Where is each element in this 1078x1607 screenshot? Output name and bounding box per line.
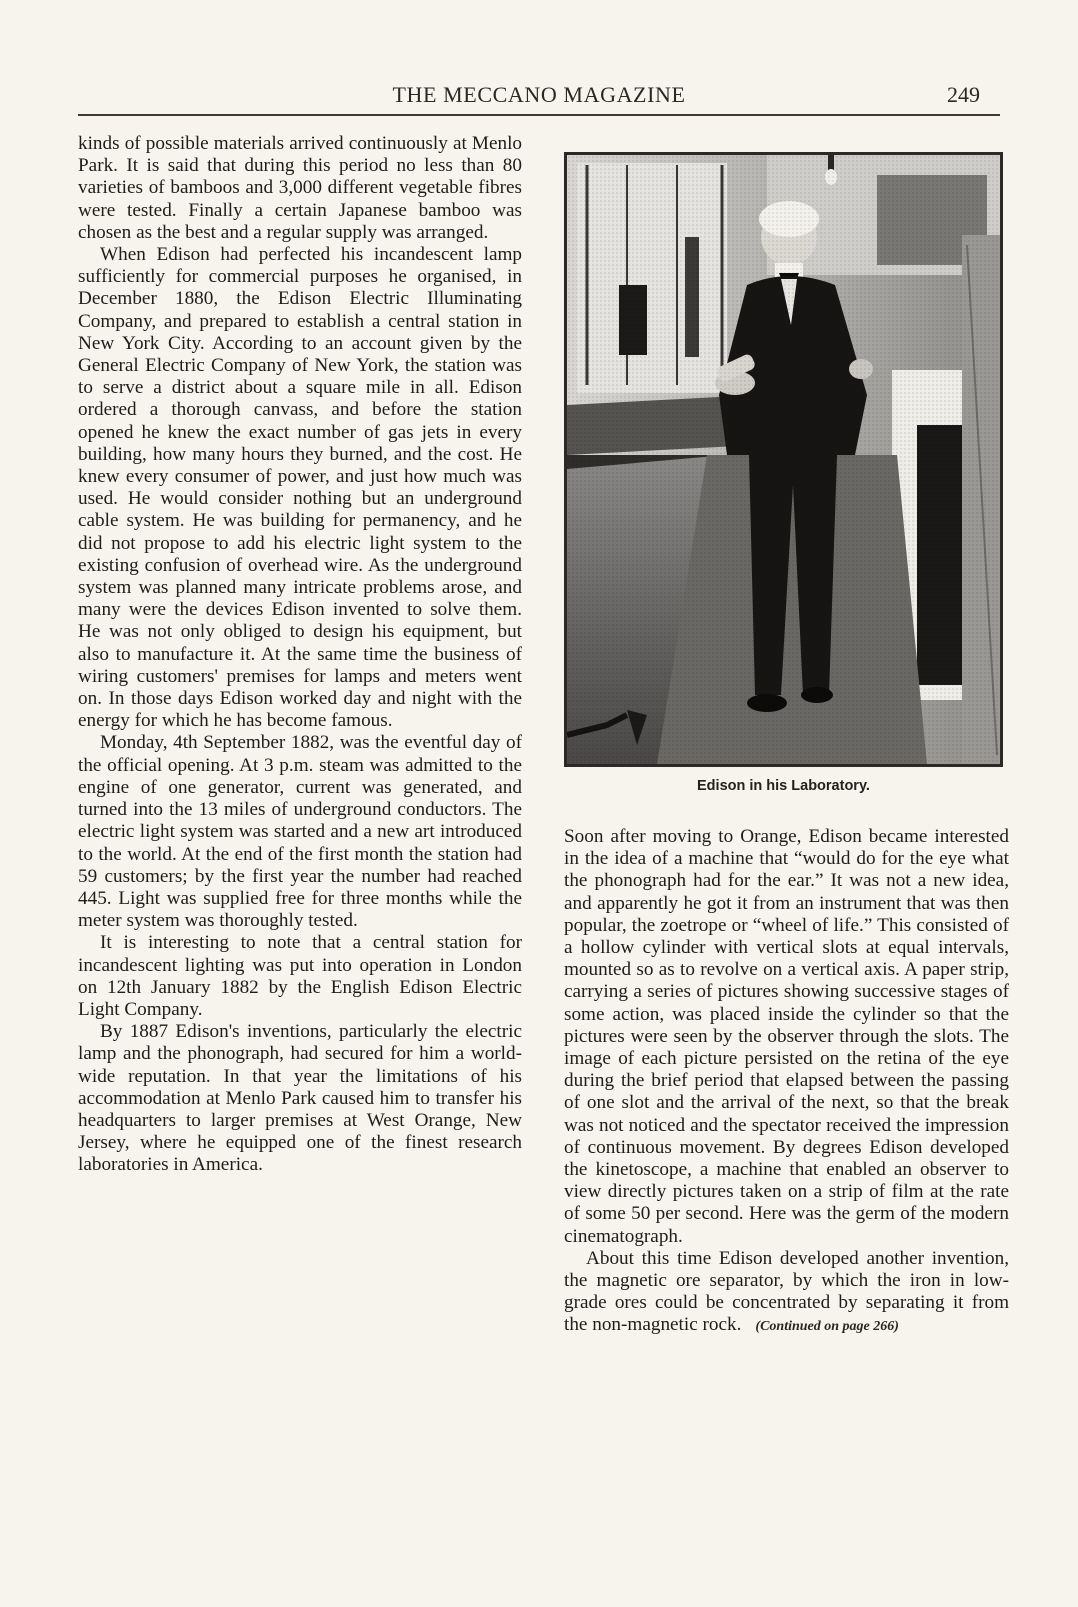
paragraph xyxy=(564,1248,1009,1339)
continued-note: (Continued on page 266) xyxy=(755,1319,899,1335)
photo-caption: Edison in his Laboratory. xyxy=(697,778,870,794)
paragraph-text: About this time Edison developed another invention, the magnetic ore separator, by which the iron in low-grade ores could be concentrated by separating it from the non-magnetic rock. xyxy=(564,1247,1009,1336)
header-rule xyxy=(78,114,1000,116)
page-number: 249 xyxy=(947,82,980,107)
running-header xyxy=(78,82,1000,118)
paragraph: By 1887 Edison's inventions, particularly the electric lamp and the phonograph, had secured for him a world-wide reputation. In that year the limitations of his accommodation at Menlo Park caused him to transfer his headquarters to larger premises at West Orange, New Jersey, where he equipped one of the finest research laboratories in America. xyxy=(78,1021,522,1176)
right-column xyxy=(564,826,1009,1339)
left-column xyxy=(78,133,522,1177)
paragraph: When Edison had perfected his incandescent lamp sufficiently for commercial purposes he organised, in December 1880, the Edison Electric Illuminating Company, and prepared to establish a central station in New York City. According to an account given by the General Electric Company of New York, the station was to serve a district about a square mile in all. Edison ordered a thorough canvass, and before the station opened he knew the exact number of gas jets in every building, how many hours they burned, and the cost. He knew every consumer of power, and just how much was used. He would consider nothing but an underground cable system. He was building for permanency, and he did not propose to add his electric light system to the existing confusion of overhead wire. As the underground system was planned many intricate problems arose, and many were the devices Edison invented to solve them. He was not only obliged to design his equipment, but also to manufacture it. At the same time the business of wiring customers' premises for lamps and meters went on. In those days Edison worked day and night with the energy for which he has become famous. xyxy=(78,244,522,732)
paragraph: Soon after moving to Orange, Edison became interested in the idea of a machine that “would do for the eye what the phonograph had for the ear.” It was not a new idea, and apparently he got it from an instrument that was then popular, the zoetrope or “wheel of life.” This consisted of a hollow cylinder with vertical slots at equal intervals, mounted so as to revolve on a vertical axis. A paper strip, carrying a series of pictures showing successive stages of some action, was placed inside the cylinder so that the pictures were seen by the observer through the slots. The image of each picture persisted on the retina of the eye during the brief period that elapsed between the passing of one slot and the arrival of the next, so that the break was not noticed and the spectator received the impression of continuous movement. By degrees Edison developed the kinetoscope, a machine that enabled an observer to view directly pictures taken on a strip of film at the rate of some 50 per second. Here was the germ of the modern cinematograph. xyxy=(564,826,1009,1247)
edison-laboratory-photo xyxy=(564,152,1003,767)
paragraph: kinds of possible materials arrived continuously at Menlo Park. It is said that during this period no less than 80 varieties of bamboos and 3,000 different vegetable fibres were tested. Finally a certain Japanese bamboo was chosen as the best and a regular supply was arranged. xyxy=(78,133,522,243)
paragraph: It is interesting to note that a central station for incandescent lighting was put into operation in London on 12th January 1882 by the English Edison Electric Light Company. xyxy=(78,932,522,1020)
photo-illustration xyxy=(567,155,1000,764)
paragraph: Monday, 4th September 1882, was the eventful day of the official opening. At 3 p.m. steam was admitted to the engine of one generator, current was generated, and turned into the 13 miles of underground conductors. The electric light system was started and a new art introduced to the world. At the end of the first month the station had 59 customers; by the first year the number had reached 445. Light was supplied free for three months while the meter system was thoroughly tested. xyxy=(78,732,522,932)
magazine-title: THE MECCANO MAGAZINE xyxy=(392,82,686,107)
